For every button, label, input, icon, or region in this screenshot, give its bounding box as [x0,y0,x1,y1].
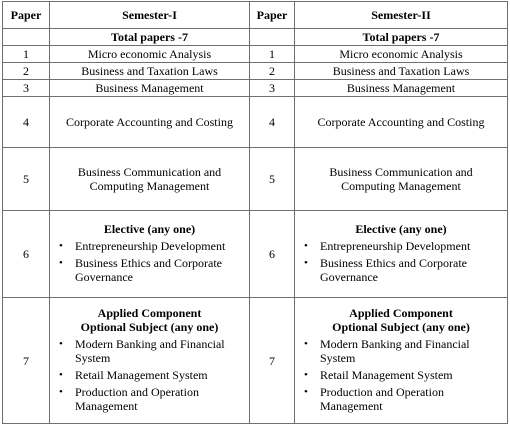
table-row [3,147,508,210]
optional-heading: Optional Subject (any one) [332,319,470,334]
subject-cell: Business Management [50,80,250,97]
elective-row [3,210,508,297]
elective-cell-sem1 [50,210,250,297]
header-paper-2: Paper [250,2,295,29]
list-item: • Modern Banking and Financial System [320,337,504,365]
optional-heading: Optional Subject (any one) [80,319,219,334]
header-semester-1: Semester-I [50,2,250,29]
list-item: • Entrepreneurship Development [75,239,246,253]
subject-cell: Business and Taxation Laws [50,63,250,80]
list-item: • Production and Operation Management [320,385,504,413]
paper-number: 2 [3,63,50,80]
elective-heading: Elective (any one) [355,221,447,236]
subject-line: Computing Management [341,178,461,193]
syllabus-table [2,1,508,424]
applied-cell-sem2 [295,298,508,424]
list-item: • Business Ethics and Corporate Governance [320,256,504,284]
subject-cell [50,147,250,210]
table-row [3,46,508,63]
subject-cell: Corporate Accounting and Costing [295,97,508,147]
subject-cell: Corporate Accounting and Costing [50,97,250,147]
applied-list [53,337,246,413]
list-item: • Retail Management System [320,368,504,382]
elective-list [298,239,504,284]
header-semester-2: Semester-II [295,2,508,29]
list-item: • Business Ethics and Corporate Governance [75,256,246,284]
applied-heading: Applied Component [97,305,202,320]
paper-number: 6 [3,210,50,297]
subject-cell: Business and Taxation Laws [295,63,508,80]
applied-cell-sem1 [50,298,250,424]
paper-number: 5 [3,147,50,210]
list-item: • Modern Banking and Financial System [75,337,246,365]
subject-cell: Business Management [295,80,508,97]
applied-row [3,298,508,424]
subject-line: Computing Management [89,178,210,193]
header-paper-1: Paper [3,2,50,29]
list-item: • Retail Management System [75,368,246,382]
paper-number: 7 [3,298,50,424]
subject-cell: Micro economic Analysis [295,46,508,63]
list-item: • Production and Operation Management [75,385,246,413]
paper-number: 1 [250,46,295,63]
total-papers-sem2: Total papers -7 [295,29,508,46]
paper-number: 6 [250,210,295,297]
table-row [3,63,508,80]
applied-heading: Applied Component [349,305,453,320]
applied-list [298,337,504,413]
elective-cell-sem2 [295,210,508,297]
elective-list [53,239,246,284]
subject-line: Business Communication and [77,164,222,179]
paper-number: 5 [250,147,295,210]
paper-number: 7 [250,298,295,424]
header-row [3,2,508,29]
total-papers-sem1: Total papers -7 [50,29,250,46]
total-row [3,29,508,46]
table-row [3,97,508,147]
table-row [3,80,508,97]
paper-number: 4 [3,97,50,147]
subject-cell: Micro economic Analysis [50,46,250,63]
elective-heading: Elective (any one) [103,221,196,236]
subject-cell [295,147,508,210]
paper-number: 4 [250,97,295,147]
paper-number: 3 [250,80,295,97]
subject-line: Business Communication and [329,164,473,179]
list-item: • Entrepreneurship Development [320,239,504,253]
paper-number: 2 [250,63,295,80]
paper-number: 1 [3,46,50,63]
paper-number: 3 [3,80,50,97]
